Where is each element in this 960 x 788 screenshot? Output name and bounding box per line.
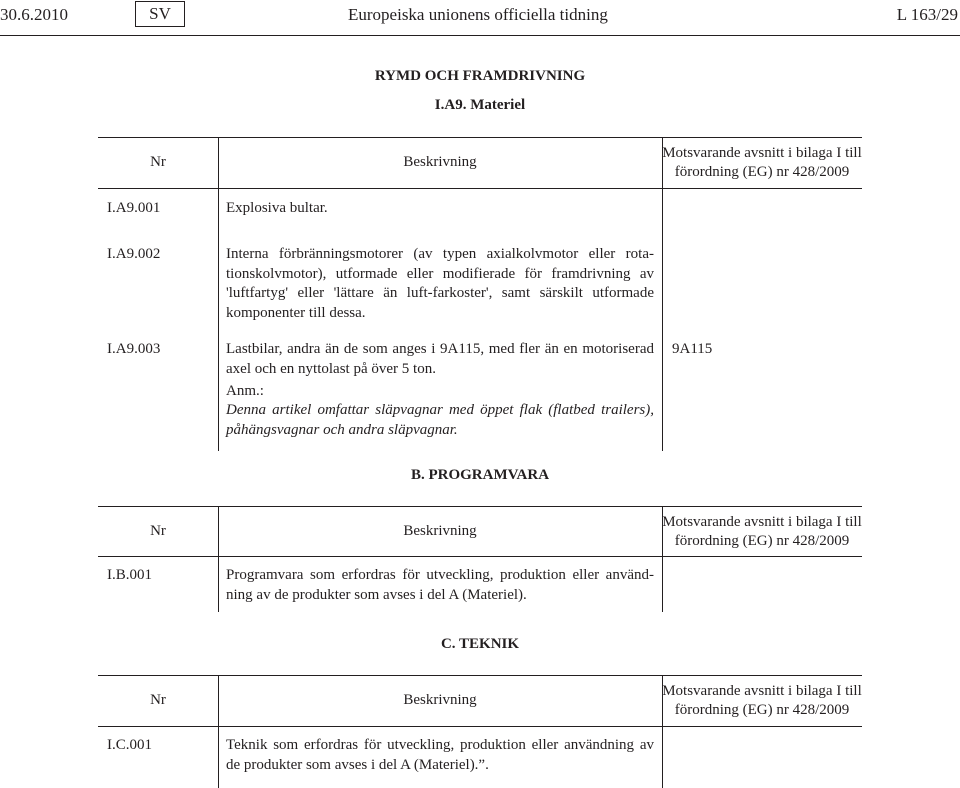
col-divider-1	[218, 675, 219, 788]
row-description: Programvara som erfordras för utveckling, produktion eller användning av de produkter som avses i del A (Materiel).	[226, 567, 654, 603]
section-a-subtitle: I.A9. Materiel	[434, 97, 526, 113]
header-date: 30.6.2010	[0, 5, 68, 24]
row-description: Teknik som erfordras för utveckling, produktion eller användning av de produkter som avses i del A (Materiel).”.	[226, 737, 654, 773]
col-header-ref-line2: förordning (EG) nr 428/2009	[674, 533, 850, 549]
note-text: Denna artikel omfattar släpvagnar med öppet flak (flatbed trailers), påhängsvagnar och andra släpvagnar.	[226, 402, 654, 438]
col-header-ref-line1: Motsvarande avsnitt i bilaga I till	[662, 514, 862, 530]
table-header-rule	[98, 188, 862, 189]
table-top-rule	[98, 506, 862, 507]
note-label: Anm.:	[226, 383, 264, 399]
col-header-ref-line2: förordning (EG) nr 428/2009	[674, 164, 850, 180]
row-nr: I.B.001	[107, 567, 152, 583]
col-header-nr: Nr	[150, 523, 166, 539]
table-header-rule	[98, 726, 862, 727]
col-header-nr: Nr	[150, 692, 166, 708]
row-description: Lastbilar, andra än de som anges i 9A115, med fler än en motoriserad axel och en nyttolast på över 5 ton.	[226, 341, 654, 377]
journal-title: Europeiska unionens officiella tidning	[348, 5, 608, 24]
section-c-title: C. TEKNIK	[440, 636, 520, 652]
page-reference: L 163/29	[896, 5, 958, 24]
col-header-description: Beskrivning	[403, 154, 477, 170]
row-nr: I.A9.001	[107, 200, 161, 216]
col-header-nr: Nr	[150, 154, 166, 170]
col-divider-1	[218, 137, 219, 451]
col-divider-2	[662, 675, 663, 788]
section-b-title: B. PROGRAMVARA	[410, 467, 550, 483]
row-nr: I.A9.002	[107, 246, 161, 262]
col-divider-2	[662, 137, 663, 451]
col-header-description: Beskrivning	[403, 692, 477, 708]
row-nr: I.A9.003	[107, 341, 161, 357]
section-a-title: RYMD OCH FRAMDRIVNING	[374, 68, 586, 84]
row-description: Interna förbränningsmotorer (av typen axialkolvmotor eller rotationskolvmotor), utformade eller modifierade för framdrivning av 'luftfartyg' eller 'lättare än luft-farkoster', samt särskilt utformade komponenter till dessa.	[226, 246, 654, 321]
table-header-rule	[98, 556, 862, 557]
language-badge	[135, 1, 185, 27]
row-reference: 9A115	[672, 341, 713, 357]
row-description: Explosiva bultar.	[226, 200, 328, 216]
col-header-ref-line1: Motsvarande avsnitt i bilaga I till	[662, 683, 862, 699]
table-top-rule	[98, 675, 862, 676]
header-rule	[0, 35, 960, 36]
table-top-rule	[98, 137, 862, 138]
language-code: SV	[149, 4, 171, 23]
col-divider-1	[218, 506, 219, 612]
col-header-description: Beskrivning	[403, 523, 477, 539]
row-nr: I.C.001	[107, 737, 152, 753]
col-divider-2	[662, 506, 663, 612]
col-header-ref-line1: Motsvarande avsnitt i bilaga I till	[662, 145, 862, 161]
col-header-ref-line2: förordning (EG) nr 428/2009	[674, 702, 850, 718]
